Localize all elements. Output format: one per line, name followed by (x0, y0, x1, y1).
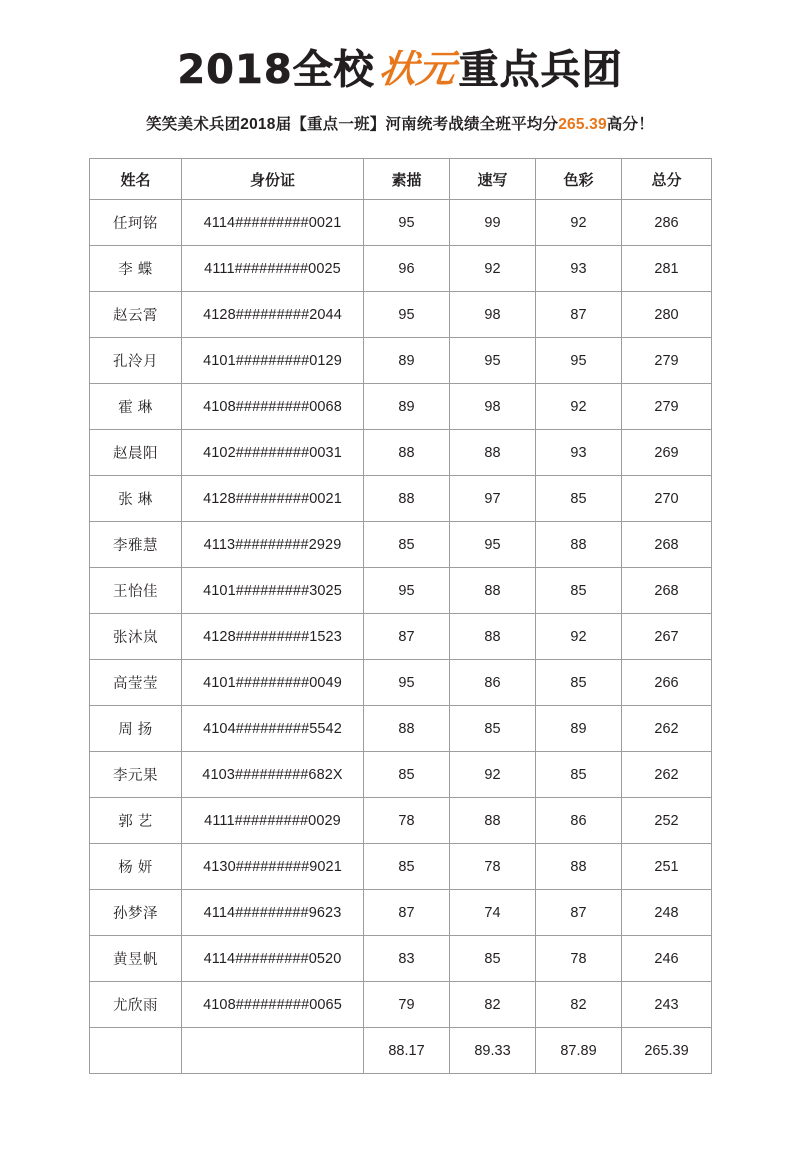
table-row (90, 384, 712, 430)
table-header-row (90, 159, 712, 200)
title-accent-word: 状元 (375, 49, 458, 91)
subtitle-average-score: 265.39 (558, 116, 607, 133)
cell-name: 尤欣雨 (90, 982, 182, 1028)
cell-quick: 86 (450, 660, 536, 706)
cell-id: 4104#########5542 (182, 706, 364, 752)
cell-color: 88 (536, 522, 622, 568)
cell-total: 262 (622, 706, 712, 752)
cell-sketch: 95 (364, 200, 450, 246)
cell-sketch: 78 (364, 798, 450, 844)
cell-quick: 74 (450, 890, 536, 936)
cell-sketch: 79 (364, 982, 450, 1028)
cell-quick: 85 (450, 706, 536, 752)
page-title (0, 44, 800, 96)
cell-id: 4114#########9623 (182, 890, 364, 936)
cell-quick: 88 (450, 430, 536, 476)
grades-table (89, 158, 712, 1074)
cell-name: 杨 妍 (90, 844, 182, 890)
table-row (90, 798, 712, 844)
table-row (90, 568, 712, 614)
cell-name: 张沐岚 (90, 614, 182, 660)
cell-id: 4114#########0021 (182, 200, 364, 246)
cell-name: 霍 琳 (90, 384, 182, 430)
cell-color: 92 (536, 614, 622, 660)
subtitle (0, 112, 800, 134)
cell-color: 86 (536, 798, 622, 844)
cell-quick: 92 (450, 752, 536, 798)
cell-total: 243 (622, 982, 712, 1028)
table-row (90, 338, 712, 384)
cell-name: 高莹莹 (90, 660, 182, 706)
table-row (90, 936, 712, 982)
cell-name: 孔泠月 (90, 338, 182, 384)
title-segment-2: 重点兵团 (458, 47, 623, 93)
cell-sketch: 87 (364, 890, 450, 936)
cell-name: 黄昱帆 (90, 936, 182, 982)
cell-sketch: 95 (364, 292, 450, 338)
table-row (90, 200, 712, 246)
title-segment-1: 2018全校 (177, 47, 375, 93)
cell-id: 4128#########0021 (182, 476, 364, 522)
cell-total: 270 (622, 476, 712, 522)
column-header-quick-sketch: 速写 (450, 159, 536, 200)
cell-quick: 85 (450, 936, 536, 982)
cell-total: 246 (622, 936, 712, 982)
summary-cell-quick-average: 89.33 (450, 1028, 536, 1074)
cell-total: 280 (622, 292, 712, 338)
column-header-sketch: 素描 (364, 159, 450, 200)
cell-total: 286 (622, 200, 712, 246)
cell-id: 4113#########2929 (182, 522, 364, 568)
cell-total: 281 (622, 246, 712, 292)
table-row (90, 890, 712, 936)
cell-sketch: 83 (364, 936, 450, 982)
grades-table-wrapper (89, 158, 711, 1074)
cell-sketch: 89 (364, 338, 450, 384)
cell-color: 92 (536, 200, 622, 246)
cell-quick: 95 (450, 522, 536, 568)
cell-name: 郭 艺 (90, 798, 182, 844)
cell-color: 93 (536, 430, 622, 476)
cell-name: 李雅慧 (90, 522, 182, 568)
cell-quick: 88 (450, 568, 536, 614)
cell-id: 4101#########3025 (182, 568, 364, 614)
cell-sketch: 96 (364, 246, 450, 292)
table-row (90, 246, 712, 292)
subtitle-after: 高分！ (606, 116, 654, 133)
cell-id: 4103#########682X (182, 752, 364, 798)
cell-color: 87 (536, 292, 622, 338)
cell-id: 4130#########9021 (182, 844, 364, 890)
cell-color: 87 (536, 890, 622, 936)
summary-cell-id (182, 1028, 364, 1074)
cell-id: 4101#########0129 (182, 338, 364, 384)
cell-quick: 95 (450, 338, 536, 384)
table-summary-row (90, 1028, 712, 1074)
cell-quick: 78 (450, 844, 536, 890)
cell-total: 279 (622, 338, 712, 384)
cell-name: 张 琳 (90, 476, 182, 522)
cell-id: 4101#########0049 (182, 660, 364, 706)
cell-quick: 99 (450, 200, 536, 246)
cell-name: 赵晨阳 (90, 430, 182, 476)
cell-quick: 92 (450, 246, 536, 292)
cell-color: 88 (536, 844, 622, 890)
cell-color: 85 (536, 660, 622, 706)
table-body (90, 200, 712, 1074)
cell-quick: 88 (450, 798, 536, 844)
cell-id: 4108#########0068 (182, 384, 364, 430)
poster-page (0, 44, 800, 1165)
cell-color: 85 (536, 752, 622, 798)
cell-total: 267 (622, 614, 712, 660)
cell-id: 4128#########1523 (182, 614, 364, 660)
cell-total: 262 (622, 752, 712, 798)
cell-id: 4111#########0029 (182, 798, 364, 844)
cell-id: 4108#########0065 (182, 982, 364, 1028)
summary-cell-total-average: 265.39 (622, 1028, 712, 1074)
cell-name: 赵云霄 (90, 292, 182, 338)
cell-color: 93 (536, 246, 622, 292)
cell-color: 85 (536, 476, 622, 522)
table-header (90, 159, 712, 200)
cell-color: 92 (536, 384, 622, 430)
cell-sketch: 88 (364, 476, 450, 522)
cell-total: 252 (622, 798, 712, 844)
cell-name: 任珂铭 (90, 200, 182, 246)
cell-id: 4128#########2044 (182, 292, 364, 338)
cell-total: 269 (622, 430, 712, 476)
column-header-id: 身份证 (182, 159, 364, 200)
cell-id: 4111#########0025 (182, 246, 364, 292)
cell-sketch: 85 (364, 844, 450, 890)
table-row (90, 844, 712, 890)
table-row (90, 982, 712, 1028)
column-header-name: 姓名 (90, 159, 182, 200)
table-row (90, 476, 712, 522)
cell-color: 85 (536, 568, 622, 614)
cell-id: 4114#########0520 (182, 936, 364, 982)
cell-sketch: 89 (364, 384, 450, 430)
cell-total: 279 (622, 384, 712, 430)
table-row (90, 292, 712, 338)
cell-id: 4102#########0031 (182, 430, 364, 476)
cell-sketch: 95 (364, 660, 450, 706)
cell-sketch: 87 (364, 614, 450, 660)
cell-total: 251 (622, 844, 712, 890)
cell-sketch: 85 (364, 752, 450, 798)
column-header-color: 色彩 (536, 159, 622, 200)
cell-quick: 82 (450, 982, 536, 1028)
cell-name: 周 扬 (90, 706, 182, 752)
summary-cell-sketch-average: 88.17 (364, 1028, 450, 1074)
cell-sketch: 95 (364, 568, 450, 614)
cell-total: 268 (622, 568, 712, 614)
cell-quick: 97 (450, 476, 536, 522)
cell-quick: 88 (450, 614, 536, 660)
column-header-total: 总分 (622, 159, 712, 200)
cell-name: 李 蝶 (90, 246, 182, 292)
cell-color: 78 (536, 936, 622, 982)
cell-name: 李元果 (90, 752, 182, 798)
table-row (90, 706, 712, 752)
cell-sketch: 85 (364, 522, 450, 568)
cell-color: 82 (536, 982, 622, 1028)
table-row (90, 660, 712, 706)
table-row (90, 522, 712, 568)
table-row (90, 752, 712, 798)
summary-cell-color-average: 87.89 (536, 1028, 622, 1074)
subtitle-before: 笑笑美术兵团2018届【重点一班】河南统考战绩全班平均分 (146, 116, 559, 133)
cell-name: 王怡佳 (90, 568, 182, 614)
cell-color: 95 (536, 338, 622, 384)
summary-cell-name (90, 1028, 182, 1074)
cell-color: 89 (536, 706, 622, 752)
cell-quick: 98 (450, 384, 536, 430)
cell-total: 248 (622, 890, 712, 936)
cell-sketch: 88 (364, 430, 450, 476)
cell-total: 266 (622, 660, 712, 706)
cell-name: 孙梦泽 (90, 890, 182, 936)
cell-quick: 98 (450, 292, 536, 338)
cell-total: 268 (622, 522, 712, 568)
table-row (90, 430, 712, 476)
table-row (90, 614, 712, 660)
cell-sketch: 88 (364, 706, 450, 752)
